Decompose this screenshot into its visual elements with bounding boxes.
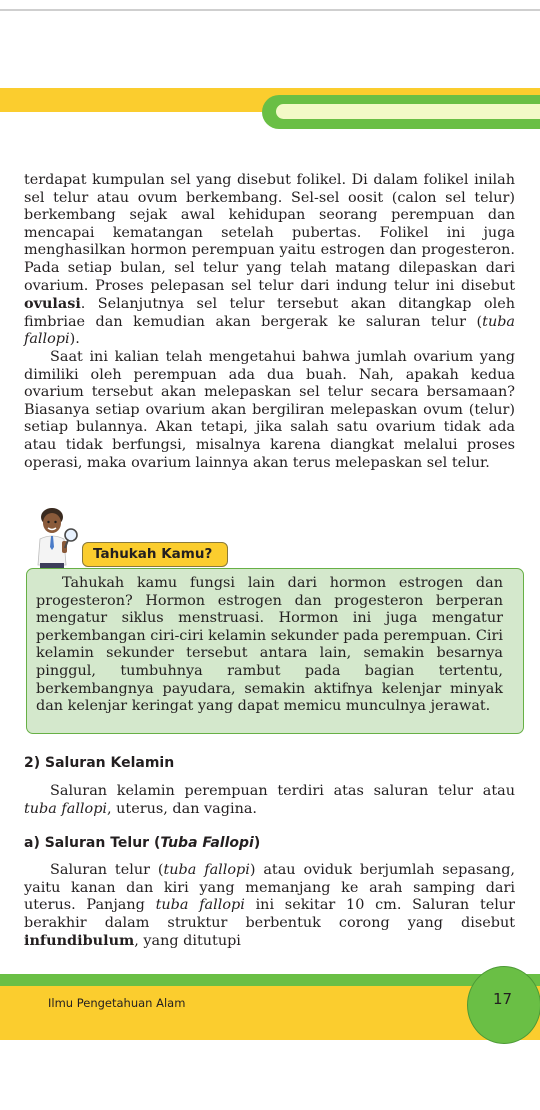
- paragraph-folikel: terdapat kumpulan sel yang disebut folikel. Di dalam folikel inilah sel telur atau ovum berkembang. Sel-sel oosit (calon sel telur) berkembang sejak awal kehidupan seorang perempuan dan mencapai kematangan setelah pubertas. Folikel ini juga menghasilkan hormon perempuan yaitu estrogen dan progesteron. Pada setiap bulan, sel telur yang telah matang dilepaskan dari ovarium. Proses pelepasan sel telur dari indung telur ini disebut ovulasi. Selanjutnya sel telur tersebut akan ditangkap oleh fimbriae dan kemudian akan bergerak ke saluran telur (tuba fallopi).: [24, 172, 515, 348]
- header-green-tab-inner: [276, 104, 540, 119]
- heading-saluran-kelamin: 2) Saluran Kelamin: [24, 755, 175, 771]
- paragraph-saluran-kelamin: Saluran kelamin perempuan terdiri atas saluran telur atau tuba fallopi, uterus, dan vagina.: [24, 783, 515, 817]
- footer-book-title: Ilmu Pengetahuan Alam: [48, 996, 186, 1010]
- page-number: 17: [493, 990, 513, 1008]
- info-box-text: Tahukah kamu fungsi lain dari hormon estrogen dan progesteron? Hormon estrogen dan progesteron berperan mengatur siklus menstruasi. Hormon ini juga mengatur perkembangan ciri-ciri kelamin sekunder pada perempuan. Ciri kelamin sekunder tersebut antara lain, semakin besarnya pinggul, tumbuhnya rambut pada bagian tertentu, berkembangnya payudara, semakin aktifnya kelenjar minyak dan kelenjar keringat yang dapat memicu munculnya jerawat.: [36, 575, 503, 715]
- paragraph-saluran-telur: Saluran telur (tuba fallopi) atau oviduk berjumlah sepasang, yaitu kanan dan kiri yang memanjang ke arah samping dari uterus. Panjang tuba fallopi ini sekitar 10 cm. Saluran telur berakhir dalam struktur berbentuk corong yang disebut infundibulum, yang ditutupi: [24, 862, 515, 950]
- footer-yellow-band: [0, 986, 540, 1040]
- paragraph-ovarium: Saat ini kalian telah mengetahui bahwa jumlah ovarium yang dimiliki oleh perempuan ada dua buah. Nah, apakah kedua ovarium tersebut akan melepaskan sel telur secara bersamaan? Biasanya setiap ovarium akan bergiliran melepaskan ovum (telur) setiap bulannya. Akan tetapi, jika salah satu ovarium tidak ada atau tidak berfungsi, misalnya karena diangkat melalui proses operasi, maka ovarium lainnya akan terus melepaskan sel telur.: [24, 349, 515, 471]
- info-box-label: Tahukah Kamu?: [82, 542, 228, 567]
- top-divider: [0, 9, 540, 11]
- student-with-magnifier-icon: [30, 505, 80, 571]
- heading-saluran-telur: a) Saluran Telur (Tuba Fallopi): [24, 835, 261, 851]
